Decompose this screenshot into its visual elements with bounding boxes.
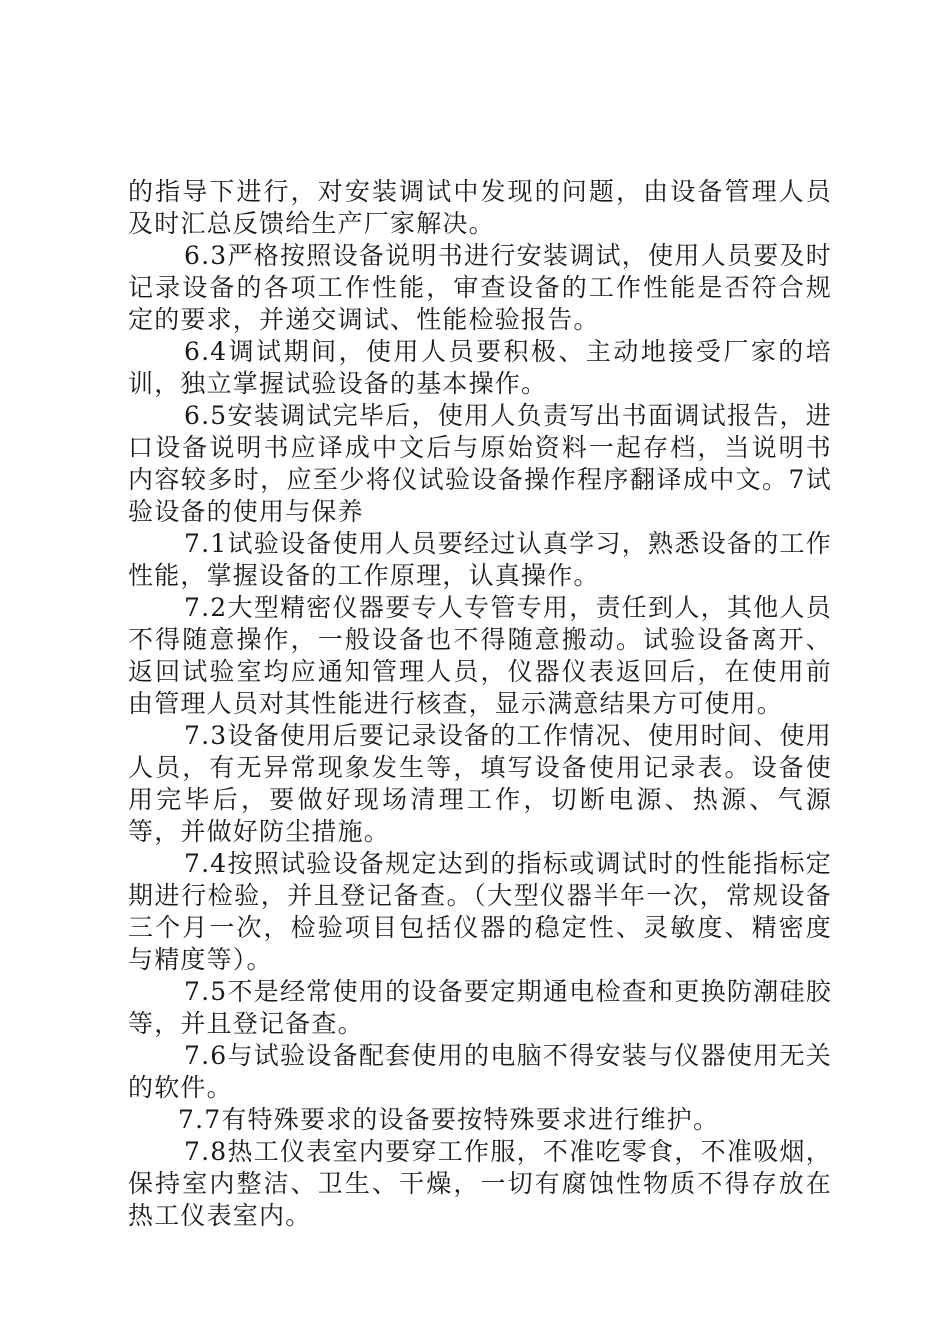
paragraph-6-5: 6.5安装调试完毕后，使用人负责写出书面调试报告，进口设备说明书应译成中文后与原始资料一起存档，当说明书内容较多时，应至少将仪试验设备操作程序翻译成中文。7试验设备的使用与保养 [128,401,832,526]
paragraph-6-3: 6.3严格按照设备说明书进行安装调试，使用人员要及时记录设备的各项工作性能，审查设备的工作性能是否符合规定的要求，并递交调试、性能检验报告。 [128,241,832,334]
paragraph-7-1: 7.1试验设备使用人员要经过认真学习，熟悉设备的工作性能，掌握设备的工作原理，认真操作。 [128,529,832,590]
paragraph-7-8: 7.8热工仪表室内要穿工作服，不准吃零食，不准吸烟，保持室内整洁、卫生、干燥，一切有腐蚀性物质不得存放在热工仪表室内。 [128,1137,832,1230]
paragraph-7-2: 7.2大型精密仪器要专人专管专用，责任到人，其他人员不得随意操作，一般设备也不得随意搬动。试验设备离开、返回试验室均应通知管理人员，仪器仪表返回后，在使用前由管理人员对其性能进行核查，显示满意结果方可使用。 [128,593,832,718]
paragraph-7-4: 7.4按照试验设备规定达到的指标或调试时的性能指标定期进行检验，并且登记备查。（大型仪器半年一次，常规设备三个月一次，检验项目包括仪器的稳定性、灵敏度、精密度与精度等）。 [128,849,832,974]
paragraph-7-3: 7.3设备使用后要记录设备的工作情况、使用时间、使用人员，有无异常现象发生等，填写设备使用记录表。设备使用完毕后，要做好现场清理工作，切断电源、热源、气源等，并做好防尘措施。 [128,721,832,846]
paragraph-6-4: 6.4调试期间，使用人员要积极、主动地接受厂家的培训，独立掌握试验设备的基本操作。 [128,337,832,398]
paragraph-7-7: 7.7有特殊要求的设备要按特殊要求进行维护。 [178,1105,720,1134]
paragraph-7-5: 7.5不是经常使用的设备要定期通电检查和更换防潮硅胶等，并且登记备查。 [128,977,832,1038]
paragraph-continuation: 的指导下进行，对安装调试中发现的问题，由设备管理人员及时汇总反馈给生产厂家解决。 [128,177,832,238]
paragraph-7-6: 7.6与试验设备配套使用的电脑不得安装与仪器使用无关的软件。 [128,1041,832,1102]
document-page [128,176,832,1232]
